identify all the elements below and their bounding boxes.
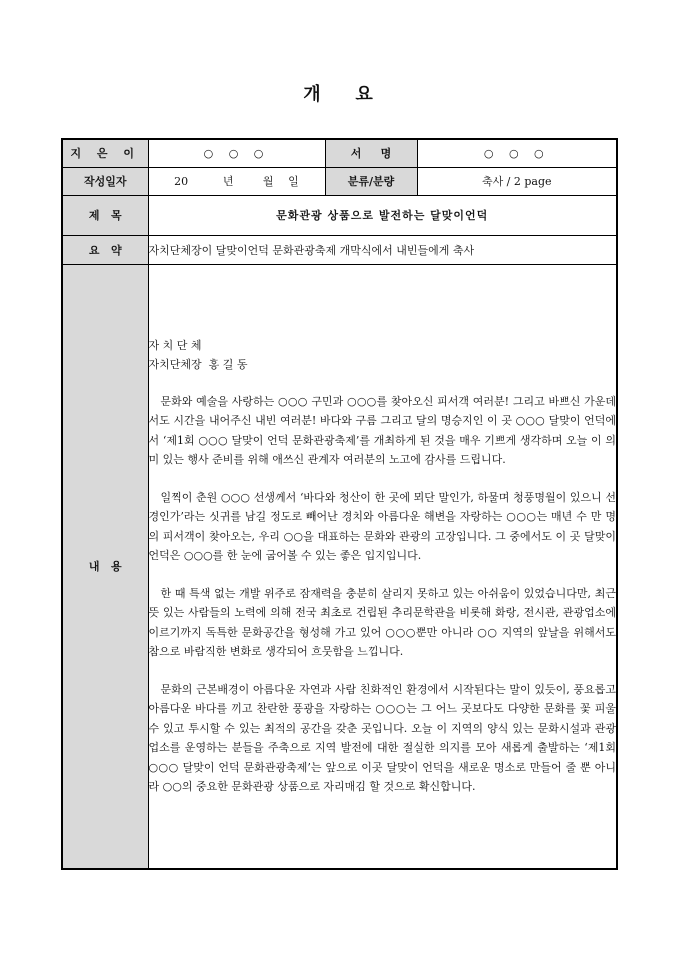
subject-value: 문화관광 상품으로 발전하는 달맞이언덕 [148,195,617,235]
author-label: 지 은 이 [62,139,148,167]
signature-value: ○ ○ ○ [417,139,617,167]
category-label: 분류/분량 [325,167,417,195]
content-header-speaker: 자치단체장 홍 길 동 [148,358,248,372]
date-value [148,167,325,195]
summary-value: 자치단체장이 달맞이언덕 문화관광축제 개막식에서 내빈들에게 축사 [148,235,617,264]
summary-label: 요 약 [62,235,148,264]
document-title: 개 요 [303,84,377,105]
date-year: 20 [174,175,189,188]
content-paragraph: 일찍이 춘원 ○○○ 선생께서 ‘바다와 청산이 한 곳에 뫼단 말인가, 하물며 청풍명월이 있으니 선경인가’라는 싯귀를 남길 정도로 빼어난 경치와 아름다운 해변을 자랑하는 ○○○는 매년 수 만 명의 피서객이 찾아오는, 우리 ○○을 대표하는 문화와 관광의 고장입니다. 그 중에서도 이 곳 달맞이 언덕은 ○○○를 한 눈에 굽어볼 수 있는 좋은 입지입니다. [148,490,616,563]
date-month-unit: 월 [262,175,274,188]
content-header-org: 자 치 단 체 [148,338,202,352]
content-body [148,264,617,869]
content-paragraph: 문화와 예술을 사랑하는 ○○○ 구민과 ○○○를 찾아오신 피서객 여러분! 그리고 바쁘신 가운데서도 시간을 내어주신 내빈 여러분! 바다와 구름 그리고 달의 명승지인 이 곳 ○○○ 달맞이 언덕에서 ‘제1회 ○○○ 달맞이 언덕 문화관광축제’를 개최하게 된 것을 매우 기쁘게 생각하며 오늘 이 의미 있는 행사 준비를 위해 애쓰신 관계자 여러분의 노고에 감사를 드립니다. [148,394,616,467]
content-row [62,264,617,869]
summary-row [62,235,617,264]
summary-form-table [61,138,618,870]
date-day-unit: 일 [288,175,299,188]
date-year-unit: 년 [222,175,234,188]
content-paragraph: 문화의 근본배경이 아름다운 자연과 사람 친화적인 환경에서 시작된다는 말이 있듯이, 풍요롭고 아름다운 바다를 끼고 찬란한 풍광을 자랑하는 ○○○는 그 어느 곳보다도 다양한 문화를 꽃 피울 수 있고 투시할 수 있는 최적의 공간을 갖춘 곳입니다. 오늘 이 지역의 양식 있는 문화시설과 관광업소를 운영하는 분들을 주축으로 지역 발전에 대한 절실한 의지를 모아 새롭게 출발하는 ‘제1회 ○○○ 달맞이 언덕 문화관광축제’는 앞으로 이곳 달맞이 언덕을 새로운 명소로 만들어 줄 뿐 아니라 ○○의 중요한 문화관광 상품으로 자리매김 할 것으로 확신합니다. [148,682,616,794]
author-value: ○ ○ ○ [148,139,325,167]
category-value: 축사 / 2 page [417,167,617,195]
signature-label: 서 명 [325,139,417,167]
content-label: 내 용 [62,264,148,869]
date-label: 작성일자 [62,167,148,195]
author-row [62,139,617,167]
subject-label: 제 목 [62,195,148,235]
subject-row [62,195,617,235]
date-row [62,167,617,195]
content-paragraph: 한 때 특색 없는 개발 위주로 잠재력을 충분히 살리지 못하고 있는 아쉬움이 있었습니다만, 최근 뜻 있는 사람들의 노력에 의해 전국 최초로 건립된 추리문학관을 비롯해 화랑, 전시관, 관광업소에 이르기까지 독특한 문화공간을 형성해 가고 있어 ○○○뿐만 아니라 ○○ 지역의 앞날을 위해서도 참으로 바람직한 변화로 생각되어 흐뭇함을 느낍니다. [148,586,616,659]
